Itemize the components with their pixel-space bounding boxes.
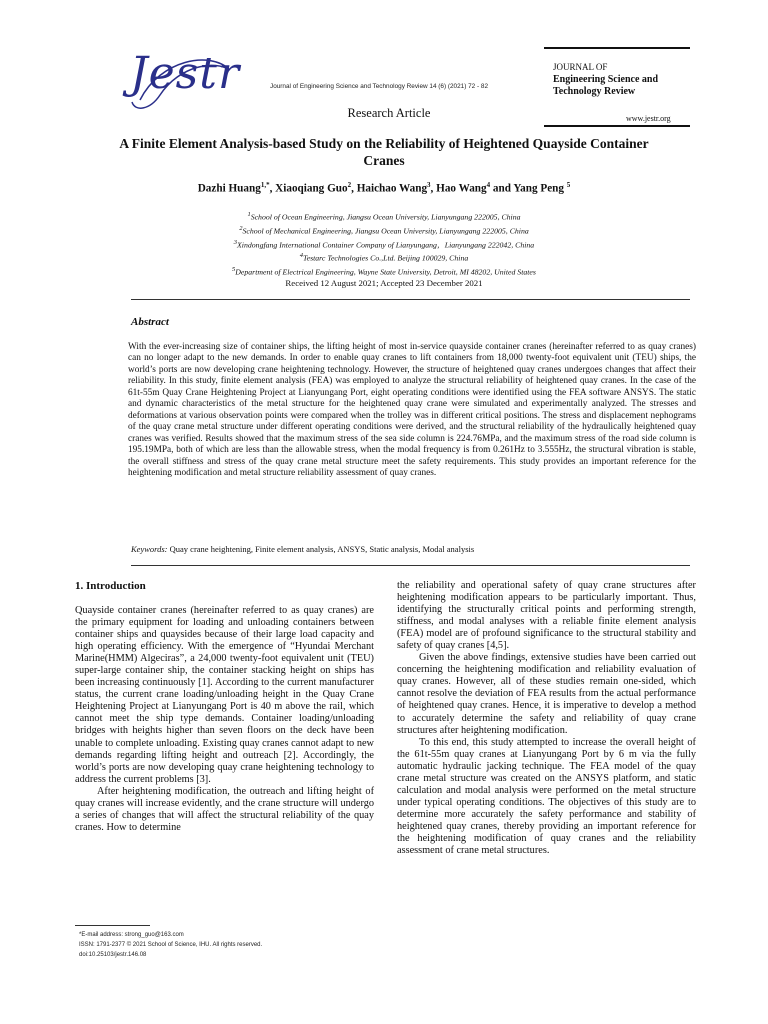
affiliation-3: $^3$Xindongfang International Container Company of Lianyungang，Lianyungang 222042, China [233, 238, 535, 250]
keywords [131, 544, 474, 554]
abstract-body: With the ever-increasing size of container ships, the lifting height of most in-service quayside container cranes (hereinafter referred to as quay cranes) can no longer adapt to the new demands. In order to enable quay cranes to lift containers from 18,000 twenty-foot equivalent unit (TEU) ships, the world’s ports are now developing crane heightening technology. However, the structure of heightened quay cranes undergoes changes that affect their reliability. In this study, finite element analysis (FEA) was employed to analyze the structural reliability of heightened quay cranes. In the case of the 61t-55m Quay Crane Heightening Project at Lianyungang Port, eight operating conditions were identified using the FEA software ANSYS. The static and dynamic characteristics of the metal structure for the heightened quay crane were simulated and experimentally analyzed. The stresses and deformations at various observation points were compared when the trolley was in different critical positions. The stress and displacement nephograms of the quay crane metal structure under different operating conditions were derived, and the structural reliability of the hydraulically heightened quay cranes was verified. Results showed that the maximum stress of the sea side column is 224.76MPa, and the maximum stress of the road side column is 195.19MPa, both of which are less than the allowable stress, when the modal frequency is from 0.261Hz to 3.555Hz, the structural vibration is stable, the overall stiffness and stress of the quay crane metal structure meet the safety requirements. This study provides an important reference for the heightening modification and metal structure reliability assessment of quay cranes. [128, 342, 696, 478]
paragraph: the reliability and operational safety of quay crane structures after heightening modification appears to be particularly important. Thus, identifying the structurally critical points and performing strength, stiffness, and modal analyses with a reliable finite element analysis (FEA) model are of profound significance to the structural stability and safety of quay cranes [4,5]. [397, 580, 696, 652]
paragraph: After heightening modification, the outreach and lifting height of quay cranes will increase evidently, and the crane structure will undergo a series of changes that will affect the structural reliability of the quay cranes. How to determine [75, 785, 374, 833]
affiliation-4: $^4$Testarc Technologies Co.,Ltd. Beijing 100029, China [299, 252, 469, 263]
divider-bottom [131, 565, 690, 566]
divider-top [131, 299, 690, 300]
paragraph: Quayside container cranes (hereinafter referred to as quay cranes) are the primary equipment for loading and unloading containers between container ships and quaysides because of their large load capacity and high operating efficiency. With the emergence of “Hyundai Merchant Marine(HMM) Algeciras”, a 24,000 twenty-foot equivalent unit (TEU) super-large container ship, the container stacking height on ships has been increasing continuously [1]. According to the current manufacturer status, the current crane loading/unloading height in the Quay Crane Heightening Project at Lianyungang Port is 40 m above the rail, which cannot meet the ship type demands. Container loading/unloading bridges with heights higher than seven floors on the deck have been unable to complete unloading. Existing quay cranes cannot adapt to new demands regarding lifting height and outreach [2]. Accordingly, the world’s ports are now developing quay crane heightening technology to address the current problems [3]. [75, 605, 374, 785]
paragraph: Given the above findings, extensive studies have been carried out concerning the heightening modification and reliability evaluation of quay cranes. However, all of these studies remain one-sided, which cannot resolve the deviation of FEA results from the actual performance of heightened quay cranes. Hence, it is imperative to develop a method to accurately determine the safety and reliability of quay crane structures after heightening modification. [397, 652, 696, 736]
doi-line: doi:10.25103/jestr.146.08 [79, 952, 147, 958]
affiliation-5: $^5$Department of Electrical Engineering, Wayne State University, Detroit, MI 48202, United States [232, 266, 536, 277]
journal-box-rule-top [544, 47, 690, 49]
paragraph: To this end, this study attempted to increase the overall height of the 61t-55m quay cranes at Lianyungang Port by 6 m via the fully automatic hydraulic jacking technique. The FEA model of the quay crane metal structure was created on the ANSYS platform, and static calculation and modal analysis were performed on the metal structure under typical operating conditions. The objectives of this study are to determine more accurately the safety performance and stability of heightened quay cranes, thereby providing an important reference for the heightening modification of quay cranes and the reliability assessment of crane metal structures. [397, 736, 696, 857]
author-list: Dazhi Huang$^{1,*}$, Xiaoqiang Guo$^2$, Haichao Wang$^3$, Hao Wang$^4$ and Yang Peng $^5$ [197, 181, 571, 195]
keywords-label: Keywords: [131, 544, 168, 554]
logo-text: Jestr [130, 48, 240, 99]
journal-citation: Journal of Engineering Science and Technology Review 14 (6) (2021) 72 - 82 [270, 83, 489, 90]
left-column [75, 605, 374, 834]
affiliation-1: $^1$School of Ocean Engineering, Jiangsu Ocean University, Lianyungang 222005, China [247, 211, 521, 222]
paper-title: A Finite Element Analysis-based Study on the Reliability of Heightened Quayside Container Cranes [119, 136, 649, 168]
issn-line: ISSN: 1791-2377 © 2021 School of Science, IHU. All rights reserved. [79, 942, 263, 948]
received-dates: Received 12 August 2021; Accepted 23 December 2021 [285, 278, 483, 288]
abstract-heading: Abstract [131, 316, 169, 328]
journal-box-rule-bottom [544, 125, 690, 127]
article-type: Research Article [347, 106, 431, 120]
affiliations [0, 209, 768, 278]
journal-box-label: JOURNAL OF [553, 62, 608, 72]
journal-box-name: Engineering Science and Technology Review [553, 74, 659, 97]
section-heading: 1. Introduction [75, 580, 146, 592]
footnote [79, 930, 262, 960]
affiliation-2: $^2$School of Mechanical Engineering, Jiangsu Ocean University, Lianyungang 222005, China [239, 224, 529, 236]
journal-url[interactable]: www.jestr.org [626, 114, 671, 123]
keywords-list: Quay crane heightening, Finite element analysis, ANSYS, Static analysis, Modal analysis [169, 544, 475, 554]
right-column [397, 580, 696, 857]
footnote-rule [75, 925, 150, 926]
corresponding-email: *E-mail address: strong_guo@163.com [79, 932, 184, 938]
